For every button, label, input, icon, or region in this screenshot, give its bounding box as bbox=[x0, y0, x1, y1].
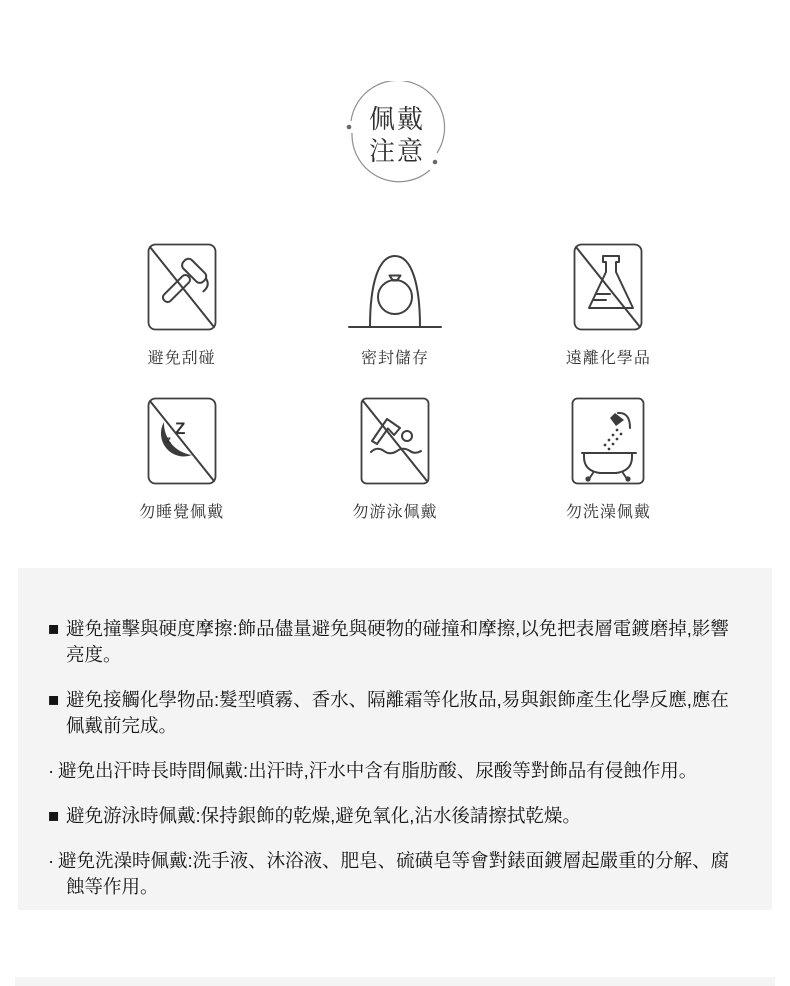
care-item-sealed-storage bbox=[288, 243, 501, 368]
care-item-no-bathing bbox=[502, 397, 715, 522]
wearing-notice-badge bbox=[342, 81, 452, 191]
badge-title-line2: 注意 bbox=[368, 136, 425, 166]
no-chemical-flask-icon bbox=[573, 243, 643, 331]
care-note bbox=[48, 848, 744, 900]
no-sleep-moon-icon bbox=[147, 397, 217, 485]
next-section-strip bbox=[15, 977, 775, 986]
no-bathing-icon bbox=[571, 397, 645, 485]
care-note bbox=[48, 687, 744, 739]
care-item-no-sleep bbox=[75, 397, 288, 522]
care-item-no-chemicals bbox=[502, 243, 715, 368]
care-icons-row-1 bbox=[75, 243, 715, 368]
note-bullet: ■ bbox=[48, 805, 60, 826]
no-hammer-icon bbox=[147, 243, 217, 331]
note-text: 避免游泳時佩戴:保持銀飾的乾燥,避免氧化,沾水後請擦拭乾燥。 bbox=[66, 805, 581, 826]
care-notes-panel bbox=[18, 568, 772, 910]
note-bullet: · bbox=[48, 850, 55, 871]
no-swimming-icon bbox=[360, 397, 430, 485]
svg-text:Z: Z bbox=[174, 419, 186, 438]
note-text: 避免撞擊與硬度摩擦:飾品儘量避免與硬物的碰撞和摩擦,以免把表層電鍍磨掉,影響亮度。 bbox=[66, 618, 729, 665]
svg-text:z: z bbox=[165, 435, 171, 446]
care-icon-label: 遠離化學品 bbox=[565, 350, 651, 367]
note-text: 避免洗澡時佩戴:洗手液、沐浴液、肥皂、硫磺皂等會對錶面鍍層起嚴重的分解、腐蝕等作用。 bbox=[58, 850, 730, 897]
care-note bbox=[48, 803, 744, 829]
care-icons-row-2 bbox=[75, 397, 715, 522]
care-icon-label: 勿睡覺佩戴 bbox=[139, 504, 225, 521]
care-item-no-swimming bbox=[288, 397, 501, 522]
care-note bbox=[48, 758, 744, 784]
badge-title-line1: 佩戴 bbox=[368, 104, 425, 135]
note-text: 避免出汗時長時間佩戴:出汗時,汗水中含有脂肪酸、尿酸等對飾品有侵蝕作用。 bbox=[58, 760, 698, 781]
note-bullet: ■ bbox=[48, 618, 60, 639]
badge-title bbox=[342, 81, 452, 191]
note-text: 避免接觸化學物品:髮型噴霧、香水、隔離霜等化妝品,易與銀飾產生化學反應,應在佩戴前完成。 bbox=[66, 689, 729, 736]
note-bullet: · bbox=[48, 760, 55, 781]
care-note bbox=[48, 616, 744, 668]
sealed-ring-icon bbox=[347, 243, 443, 331]
care-icon-label: 避免刮碰 bbox=[147, 350, 216, 367]
note-bullet: ■ bbox=[48, 689, 60, 710]
care-icon-label: 密封儲存 bbox=[360, 350, 429, 367]
care-icon-label: 勿游泳佩戴 bbox=[352, 504, 438, 521]
care-icon-label: 勿洗澡佩戴 bbox=[565, 504, 651, 521]
care-item-no-scratch bbox=[75, 243, 288, 368]
